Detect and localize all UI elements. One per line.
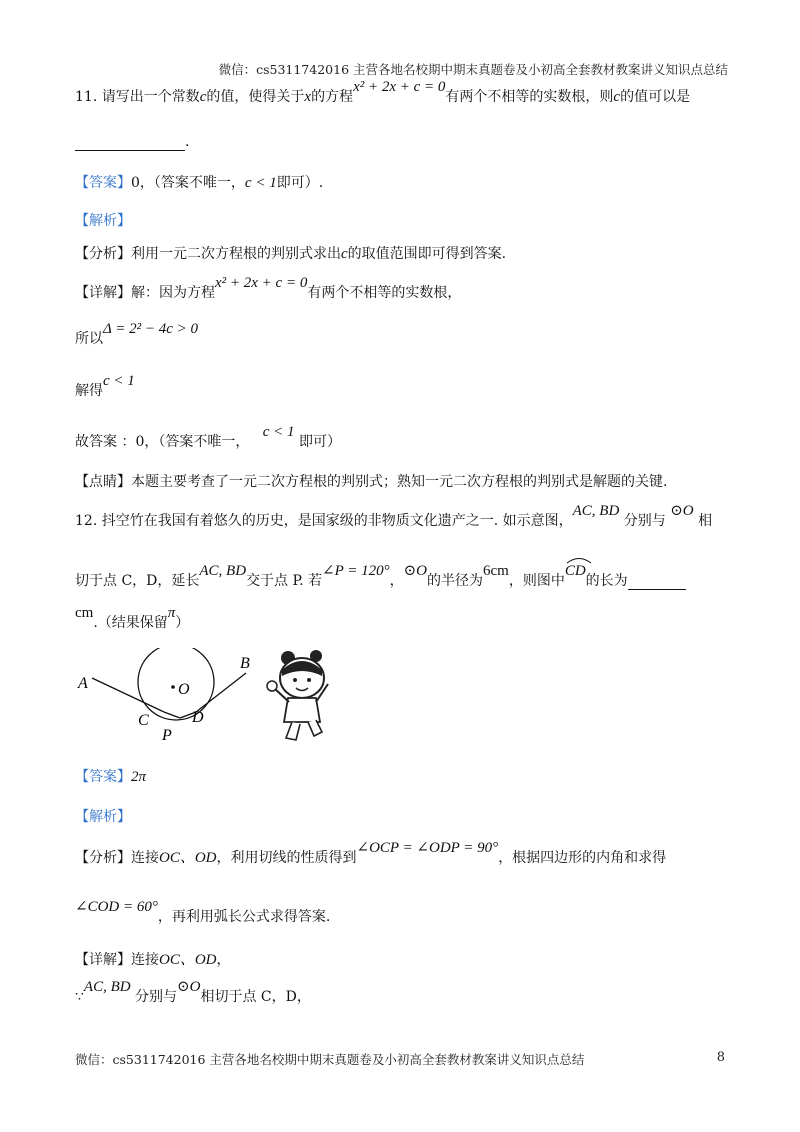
q12-analysis-label: 【解析】: [75, 809, 131, 825]
q12-fenxi: 【分析】连接OC、OD，利用切线的性质得到∠OCP = ∠ODP = 90°，根据四边形的内角和求得: [75, 840, 667, 866]
q12-detail-cont: ∵AC, BD 分别与⊙O相切于点 C，D，: [75, 979, 311, 1005]
label-c: C: [138, 712, 149, 729]
q12-fenxi-cont: ∠COD = 60°，再利用弧长公式求得答案.: [75, 899, 331, 925]
label-p: P: [162, 727, 172, 744]
q11-comment: 【点睛】本题主要考查了一元二次方程根的判别式；熟知一元二次方程根的判别式是解题的关键.: [75, 474, 668, 490]
equation: x² + 2x + c = 0: [353, 79, 446, 95]
because-symbol: ∵: [75, 989, 84, 1005]
q11-final: 故答案 ：0，（答案不唯一， c < 1 即可）: [75, 424, 341, 450]
page-number: 8: [716, 1050, 725, 1065]
arc-mark-icon: [565, 556, 593, 564]
label-d: D: [192, 709, 204, 726]
tangent-circle-figure: [76, 648, 346, 748]
cartoon-girl-icon: [267, 650, 328, 740]
answer-blank[interactable]: [75, 134, 185, 151]
label-b: B: [240, 655, 250, 672]
answer-blank[interactable]: [628, 573, 686, 590]
question-number: 12.: [75, 513, 98, 529]
answer-blank-line: .: [75, 134, 189, 151]
q11-detail: 【详解】解：因为方程x² + 2x + c = 0有两个不相等的实数根，: [75, 275, 462, 301]
q12-stem-line1: 12. 抖空竹在我国有着悠久的历史，是国家级的非物质文化遗产之一. 如示意图，AC, BD 分别与 ⊙O 相: [75, 503, 713, 529]
center-point: [171, 685, 175, 689]
label-o: O: [178, 681, 190, 698]
q11-fenxi: 【分析】利用一元二次方程根的判别式求出c的取值范围即可得到答案.: [75, 246, 507, 262]
q12-stem-line2: 切于点 C，D，延长AC, BD交于点 P. 若∠P = 120°，⊙O的半径为6cm，则图中 CD的长为: [75, 570, 686, 590]
question-number: 11.: [75, 89, 98, 105]
q11-solve: 解得c < 1: [75, 373, 135, 399]
q12-answer: 【答案】2π: [75, 769, 147, 785]
q11-stem: 11. 请写出一个常数c的值，使得关于x的方程x² + 2x + c = 0有两个不相等的实数根，则c的值可以是: [75, 79, 691, 105]
line-db: [196, 673, 246, 712]
line-cp: [164, 712, 180, 718]
q11-discriminant: 所以Δ = 2² − 4c > 0: [75, 321, 199, 347]
page-header: 微信：cs5311742016 主营各地名校期中期末真题卷及小初高全套教材教案讲义知识点总结: [218, 62, 728, 77]
arc-cd: CD: [565, 563, 586, 580]
line-ac: [92, 678, 164, 712]
diagram: [76, 648, 346, 748]
label-a: A: [78, 675, 88, 692]
q12-stem-line3: cm.（结果保留π）: [75, 605, 190, 631]
q11-answer: 【答案】0，（答案不唯一，c < 1即可）.: [75, 175, 324, 191]
q11-analysis-label: 【解析】: [75, 213, 131, 229]
q12-detail: 【详解】连接OC、OD，: [75, 952, 231, 968]
page-footer: 微信：cs5311742016 主营各地名校期中期末真题卷及小初高全套教材教案讲义知识点总结: [75, 1052, 585, 1067]
